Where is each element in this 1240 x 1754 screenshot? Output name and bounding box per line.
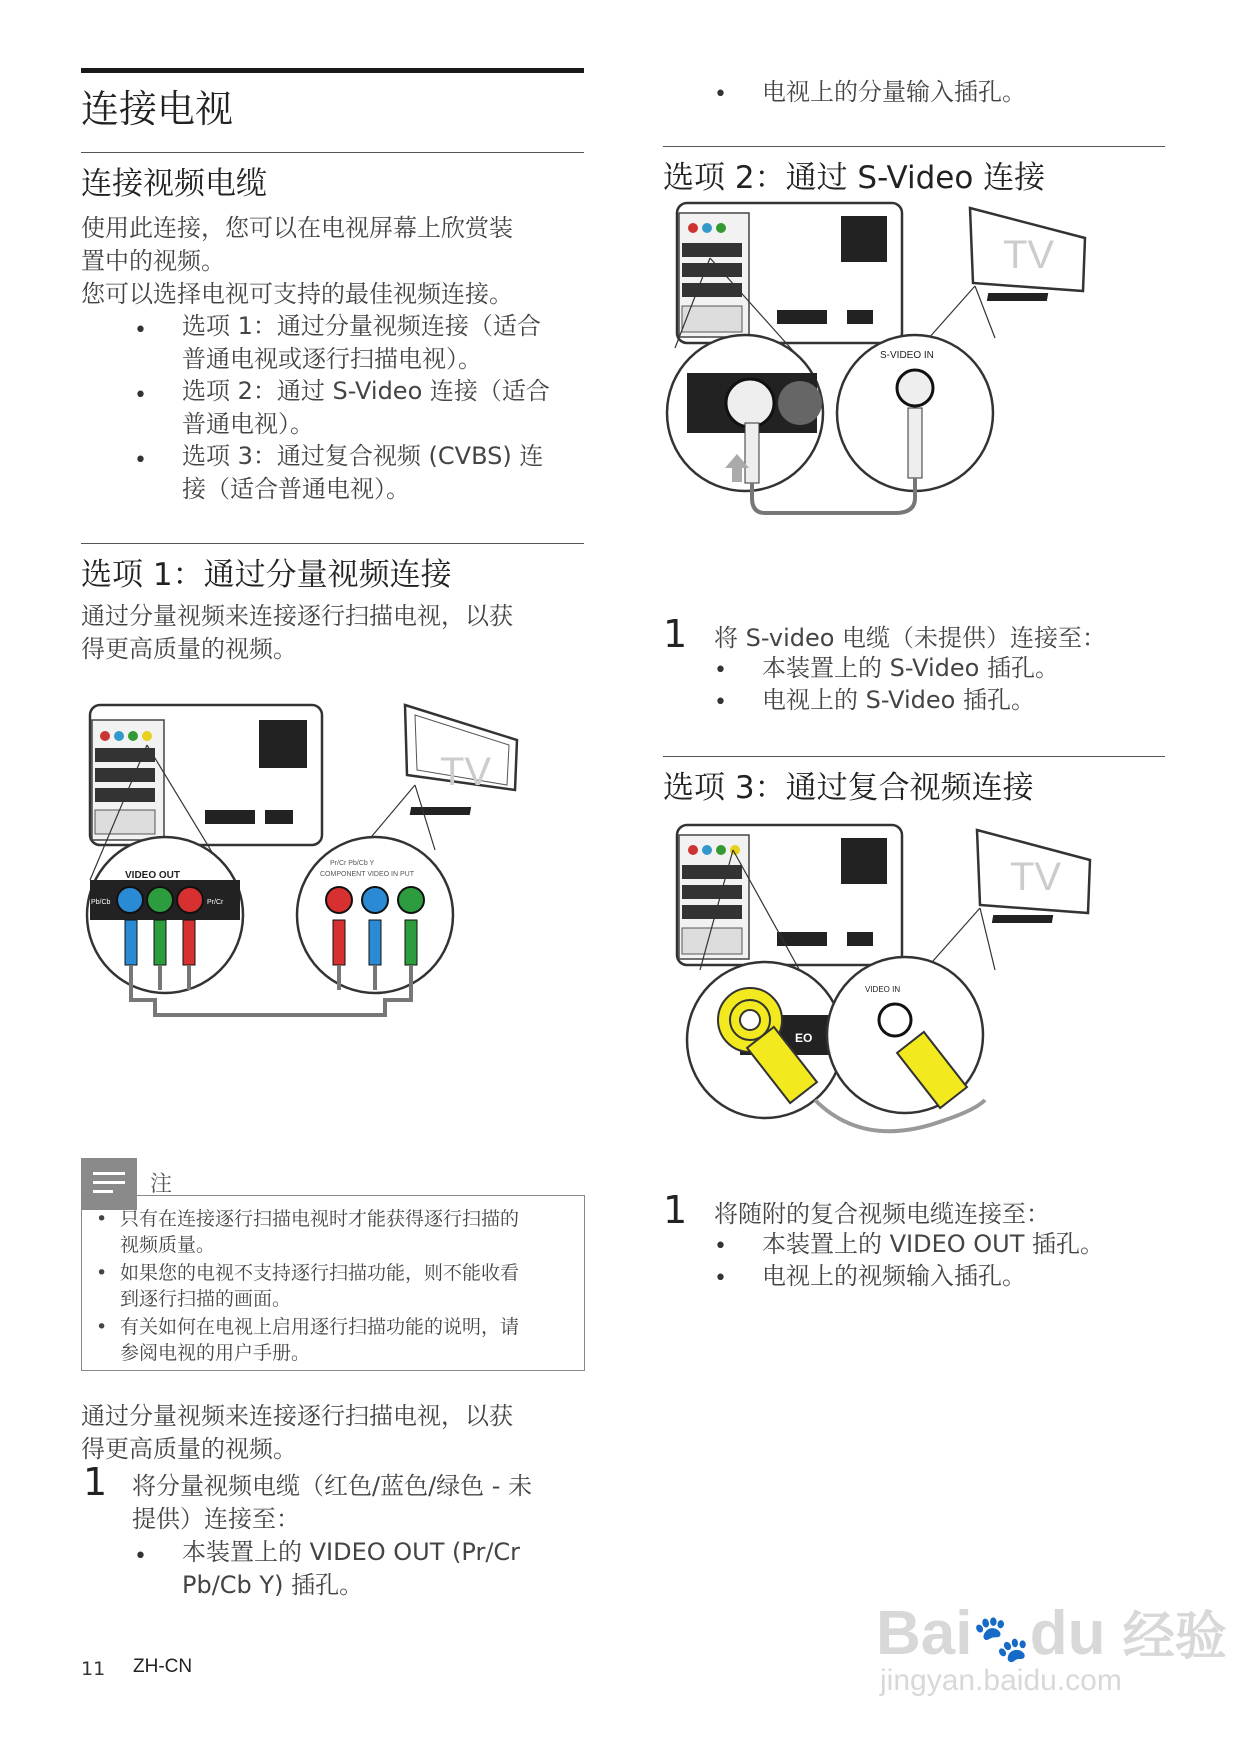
page-number: 11: [81, 1658, 106, 1680]
component-video-diagram: [85, 700, 585, 1075]
bullet-dot: •: [714, 1266, 727, 1291]
step-bullet: 电视上的视频输入插孔。: [762, 1262, 1026, 1290]
s-video-diagram: [665, 198, 1165, 578]
divider: [81, 152, 584, 153]
section-heading: 连接视频电缆: [81, 166, 267, 202]
watermark-brand: Bai: [876, 1599, 973, 1668]
tv-video-in-label: VIDEO IN: [865, 985, 901, 994]
tv-component-caption: COMPONENT VIDEO IN PUT: [320, 871, 414, 878]
bullet-dot: •: [134, 448, 147, 473]
step-bullet: 电视上的 S-Video 插孔。: [762, 686, 1035, 714]
option-item: 选项 1：通过分量视频连接（适合 普通电视或逐行扫描电视）。: [182, 312, 541, 373]
bullet-dot: •: [714, 690, 727, 715]
note-item: • 只有在连接逐行扫描电视时才能获得逐行扫描的 视频质量。: [96, 1208, 520, 1256]
watermark-product: 经验: [1122, 1608, 1227, 1666]
note-item: • 有关如何在电视上启用逐行扫描功能的说明，请 参阅电视的用户手册。: [96, 1316, 520, 1364]
step-number: 1: [83, 1460, 108, 1504]
step-bullet: 本装置上的 VIDEO OUT (Pr/Cr Pb/Cb Y) 插孔。: [182, 1538, 521, 1599]
intro-text: 使用此连接，您可以在电视屏幕上欣赏装 置中的视频。 您可以选择电视可支持的最佳视频连接。: [81, 214, 513, 308]
bullet-dot: •: [714, 1234, 727, 1259]
option2-heading: 选项 2：通过 S-Video 连接: [663, 160, 1046, 196]
note-item: • 如果您的电视不支持逐行扫描功能，则不能收看 到逐行扫描的画面。: [96, 1262, 520, 1310]
page-title: 连接电视: [81, 87, 234, 131]
step-number: 1: [663, 1188, 688, 1232]
tv-label: TV: [1003, 233, 1055, 277]
bullet-dot: •: [714, 82, 727, 107]
bullet-dot: •: [134, 1544, 147, 1569]
paw-icon: 🐾: [972, 1612, 1030, 1664]
bullet-dot: •: [134, 318, 147, 343]
option3-heading: 选项 3：通过复合视频连接: [663, 770, 1034, 806]
divider: [663, 146, 1165, 147]
bullet-dot: •: [714, 658, 727, 683]
watermark-logo: [876, 1594, 1227, 1669]
divider: [81, 543, 584, 544]
step-text: 将 S-video 电缆（未提供）连接至：: [714, 624, 1107, 652]
step-text: 将随附的复合视频电缆连接至：: [714, 1200, 1050, 1228]
step-bullet: 本装置上的 VIDEO OUT 插孔。: [762, 1230, 1105, 1258]
device-video-out-label: VIDEO OUT: [125, 870, 181, 881]
tv-s-video-label: S-VIDEO IN: [880, 350, 934, 361]
composite-video-diagram: [665, 820, 1165, 1180]
after-note-text: 通过分量视频来连接逐行扫描电视，以获 得更高质量的视频。: [81, 1402, 513, 1463]
option-item: 选项 2：通过 S-Video 连接（适合 普通电视）。: [182, 377, 550, 438]
title-bar: [81, 68, 584, 73]
tv-jack-labels: Pr/Cr Pb/Cb Y: [330, 860, 375, 867]
option1-heading: 选项 1：通过分量视频连接: [81, 557, 452, 593]
watermark-brand2: du: [1029, 1599, 1106, 1668]
tv-label: TV: [1010, 855, 1062, 899]
tv-label: TV: [440, 750, 492, 794]
bullet-dot: •: [134, 383, 147, 408]
note-box: [81, 1195, 585, 1371]
option-item: 选项 3：通过复合视频 (CVBS) 连 接（适合普通电视）。: [182, 442, 544, 503]
step-text: 将分量视频电缆（红色/蓝色/绿色 - 未 提供）连接至：: [132, 1472, 533, 1533]
watermark-url: jingyan.baidu.com: [880, 1664, 1122, 1697]
divider: [663, 756, 1165, 757]
device-jack-pb-label: Pb/Cb: [91, 899, 111, 906]
step-bullet: 本装置上的 S-Video 插孔。: [762, 654, 1059, 682]
note-label: 注: [150, 1172, 173, 1197]
device-s-video-label: S-VIDEO: [703, 438, 741, 448]
device-video-label: EO: [795, 1031, 813, 1045]
note-list: [96, 1206, 576, 1366]
option1-desc: 通过分量视频来连接逐行扫描电视，以获 得更高质量的视频。: [81, 602, 513, 663]
device-jack-pr-label: Pr/Cr: [207, 899, 224, 906]
step-number: 1: [663, 612, 688, 656]
top-bullet: 电视上的分量输入插孔。: [762, 78, 1026, 106]
language-code: ZH-CN: [133, 1656, 193, 1677]
note-icon: [93, 1172, 125, 1193]
